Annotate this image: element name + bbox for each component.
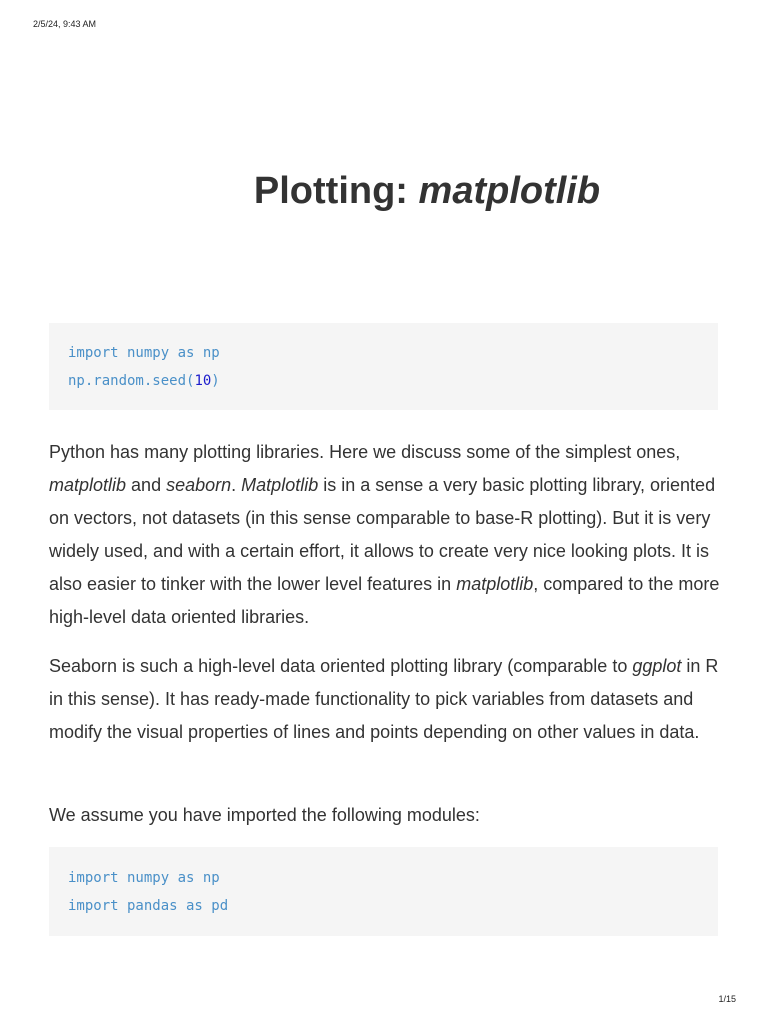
page-number: 1/15 xyxy=(718,994,736,1004)
code-block-imports xyxy=(49,847,718,936)
paragraph-text: , compared to the more high-level data oriented libraries. xyxy=(49,574,720,627)
page-title xyxy=(0,168,768,214)
page-title-prefix: Plotting: xyxy=(253,170,419,212)
code-block-numpy-seed xyxy=(49,323,718,410)
paragraph-emphasis: matplotlib xyxy=(49,475,127,495)
paragraph-emphasis: ggplot xyxy=(632,656,682,676)
paragraph-emphasis: Matplotlib xyxy=(241,475,319,495)
seaborn-paragraph xyxy=(49,650,729,749)
paragraph-text: . xyxy=(231,475,242,495)
paragraph-text: in R in this sense). It has ready-made functionality to pick variables from datasets and modify the visual properties of lines and points depending on other values in data. xyxy=(49,656,719,742)
code-number: 10 xyxy=(194,373,212,389)
code-line: import numpy as np xyxy=(68,345,220,361)
code-line xyxy=(68,367,699,395)
intro-paragraph xyxy=(49,436,729,634)
code-line: import pandas as pd xyxy=(68,898,229,914)
paragraph-text: and xyxy=(126,475,167,495)
code-text: np.random.seed( xyxy=(68,373,195,389)
paragraph-emphasis: matplotlib xyxy=(456,574,534,594)
paragraph-emphasis: seaborn xyxy=(166,475,232,495)
modules-paragraph: We assume you have imported the following modules: xyxy=(49,805,480,825)
code-text: ) xyxy=(211,373,220,389)
page-title-emphasis: matplotlib xyxy=(418,170,601,212)
paragraph-text: is in a sense a very basic plotting library, oriented on vectors, not datasets (in this sense comparable to base-R plotting). But it is very widely used, and with a certain effort, it allows to create very nice looking plots. It is also easier to tinker with the lower level features in xyxy=(49,475,716,594)
paragraph-text: Seaborn is such a high-level data oriented plotting library (comparable to xyxy=(49,656,633,676)
code-line: import numpy as np xyxy=(68,870,220,886)
print-header-datetime: 2/5/24, 9:43 AM xyxy=(33,19,97,29)
paragraph-text: Python has many plotting libraries. Here we discuss some of the simplest ones, xyxy=(49,442,681,462)
